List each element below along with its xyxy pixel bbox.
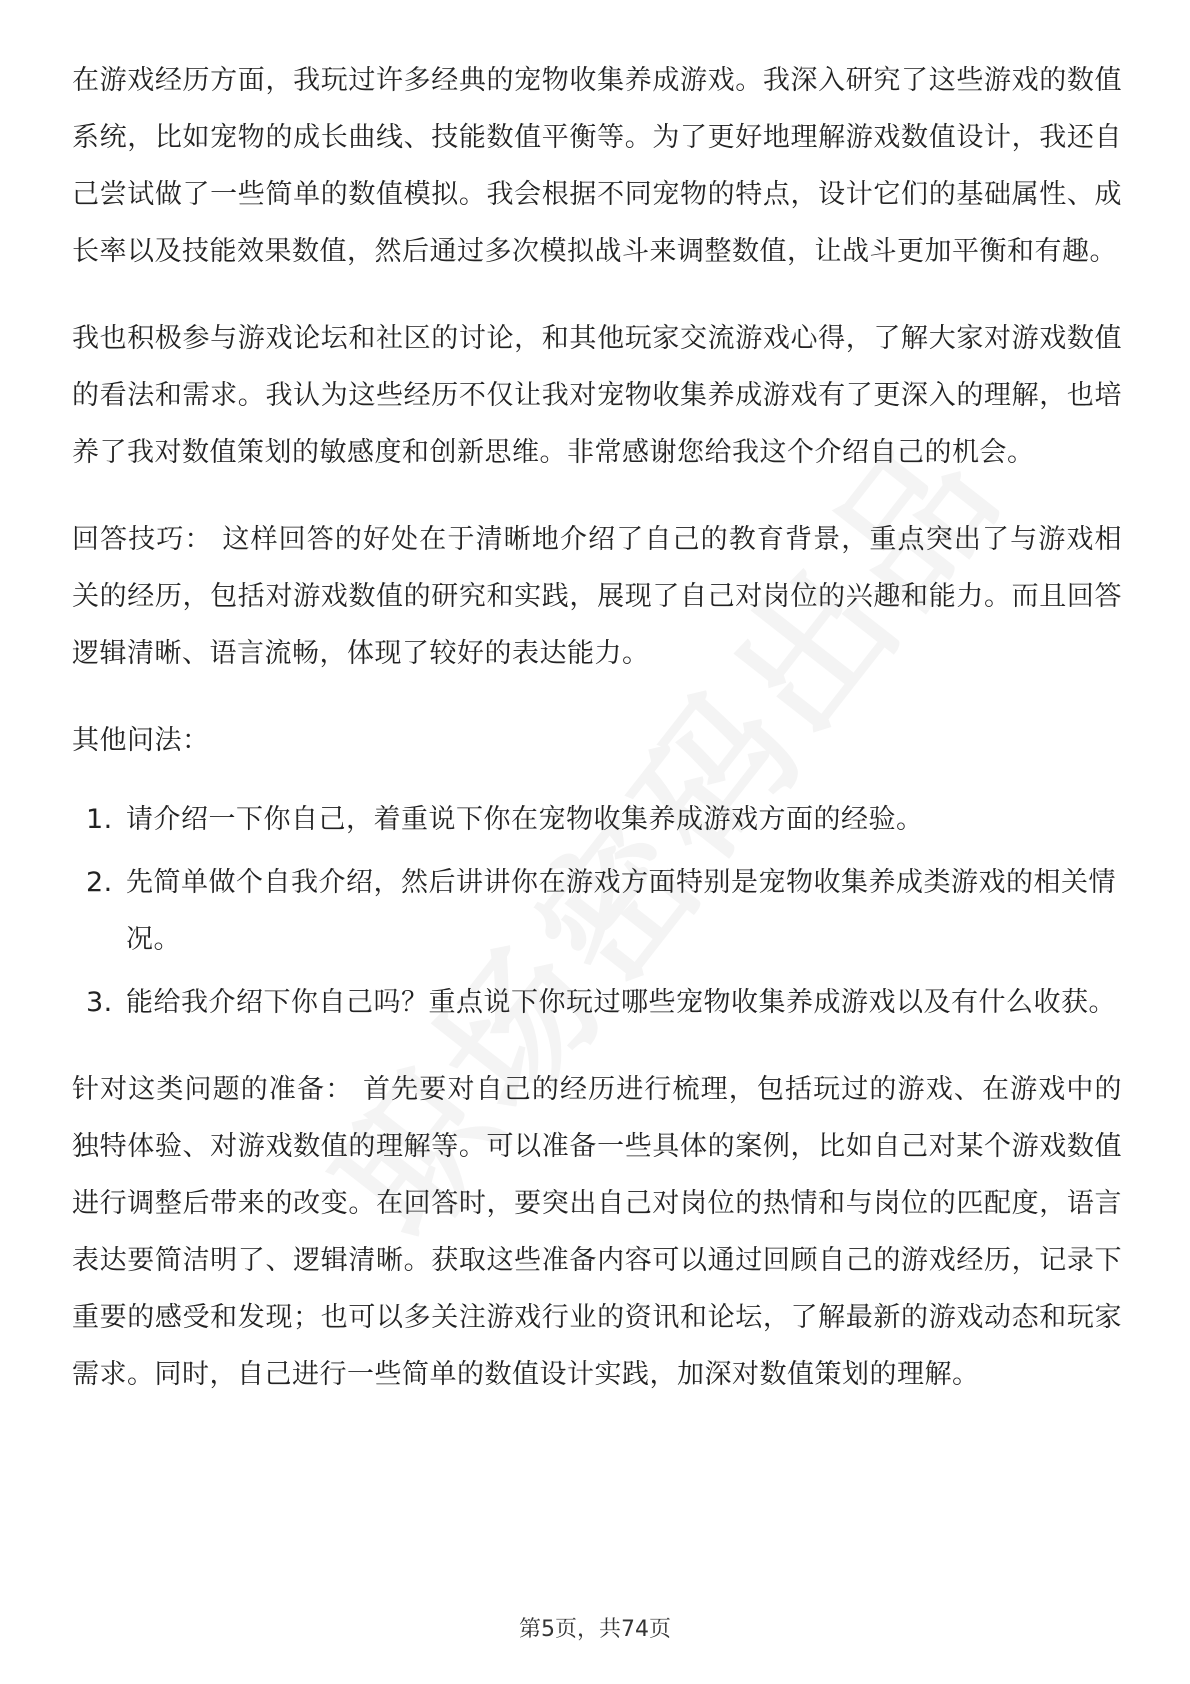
list-item: [72, 974, 1122, 1031]
page-number-footer: 第5页，共74页: [519, 1617, 671, 1642]
list-item-text: 请介绍一下你自己，着重说下你在宠物收集养成游戏方面的经验。: [126, 804, 924, 835]
list-item: [72, 791, 1122, 848]
paragraph-other-questions-heading: 其他问法：: [72, 725, 210, 756]
list-item-number: 3.: [86, 987, 113, 1018]
list-item-number: 2.: [86, 867, 113, 898]
paragraph-preparation: 针对这类问题的准备： 首先要对自己的经历进行梳理，包括玩过的游戏、在游戏中的独特体验、对游戏数值的理解等。可以准备一些具体的案例，比如自己对某个游戏数值进行调整后带来的改变。在回答时，要突出自己对岗位的热情和与岗位的匹配度，语言表达要简洁明了、逻辑清晰。获取这些准备内容可以通过回顾自己的游戏经历，记录下重要的感受和发现；也可以多关注游戏行业的资讯和论坛，了解最新的游戏动态和玩家需求。同时，自己进行一些简单的数值设计实践，加深对数值策划的理解。: [72, 1074, 1122, 1390]
list-item: [72, 854, 1122, 968]
paragraph-game-experience: 在游戏经历方面，我玩过许多经典的宠物收集养成游戏。我深入研究了这些游戏的数值系统，比如宠物的成长曲线、技能数值平衡等。为了更好地理解游戏数值设计，我还自己尝试做了一些简单的数值模拟。我会根据不同宠物的特点，设计它们的基础属性、成长率以及技能效果数值，然后通过多次模拟战斗来调整数值，让战斗更加平衡和有趣。: [72, 65, 1122, 267]
list-item-text: 能给我介绍下你自己吗？重点说下你玩过哪些宠物收集养成游戏以及有什么收获。: [126, 987, 1116, 1018]
page-content: [72, 52, 1122, 1433]
list-item-text: 先简单做个自我介绍，然后讲讲你在游戏方面特别是宠物收集养成类游戏的相关情况。: [126, 867, 1116, 955]
list-item-number: 1.: [86, 804, 113, 835]
paragraph-community: 我也积极参与游戏论坛和社区的讨论，和其他玩家交流游戏心得，了解大家对游戏数值的看法和需求。我认为这些经历不仅让我对宠物收集养成游戏有了更深入的理解，也培养了我对数值策划的敏感度和创新思维。非常感谢您给我这个介绍自己的机会。: [72, 323, 1122, 468]
paragraph-answer-tips: 回答技巧： 这样回答的好处在于清晰地介绍了自己的教育背景，重点突出了与游戏相关的经历，包括对游戏数值的研究和实践，展现了自己对岗位的兴趣和能力。而且回答逻辑清晰、语言流畅，体现了较好的表达能力。: [72, 524, 1122, 669]
alternative-questions-list: [72, 791, 1122, 1031]
